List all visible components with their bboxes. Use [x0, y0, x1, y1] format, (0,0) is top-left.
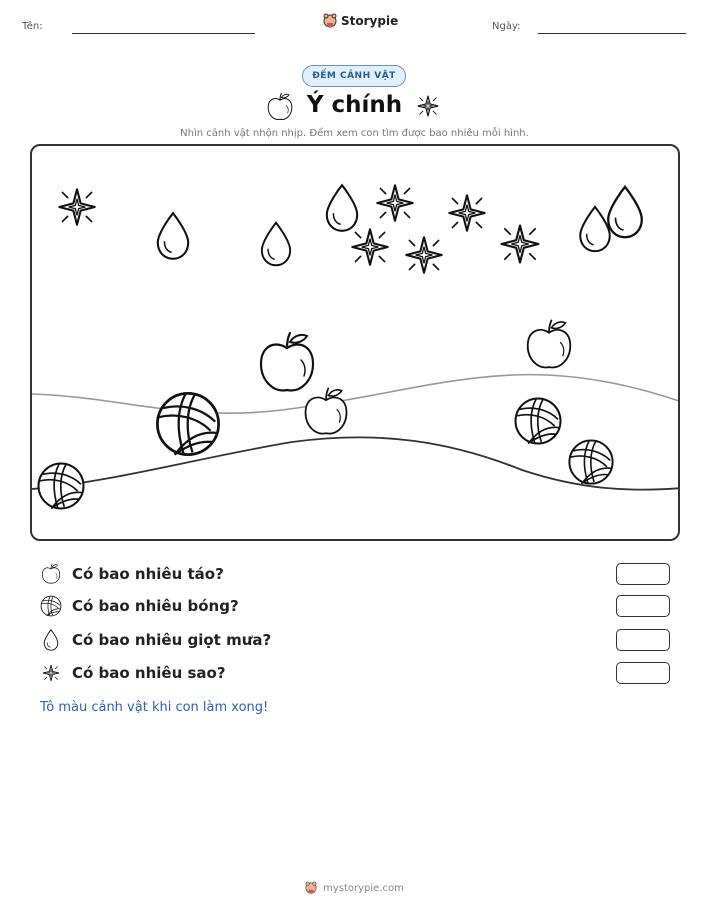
footer	[0, 881, 709, 895]
page-title: Ý chính	[306, 92, 403, 118]
back-hill-line	[32, 375, 680, 414]
question-balls	[40, 593, 670, 619]
apple-icon	[40, 563, 62, 585]
category-badge: ĐẾM CẢNH VẬT	[302, 65, 406, 87]
raindrop	[262, 223, 290, 265]
star-icon	[40, 662, 62, 684]
date-label: Ngày:	[492, 21, 521, 32]
answer-box-balls[interactable]	[616, 595, 670, 617]
raindrop	[158, 213, 188, 259]
question-text: Có bao nhiêu táo?	[72, 565, 224, 583]
instructions: Nhìn cảnh vật nhộn nhịp. Đếm xem con tìm được bao nhiêu mỗi hình.	[180, 128, 529, 139]
apple	[306, 388, 347, 433]
answer-box-raindrops[interactable]	[616, 629, 670, 651]
star	[59, 189, 94, 224]
question-text: Có bao nhiêu sao?	[72, 664, 226, 682]
brand-logo	[323, 13, 398, 29]
question-stars	[40, 660, 670, 686]
volleyball	[516, 399, 561, 444]
volleyball-icon	[40, 595, 62, 617]
raindrop-icon	[40, 629, 62, 651]
footer-url[interactable]: mystorypie.com	[323, 882, 404, 894]
answer-box-stars[interactable]	[616, 662, 670, 684]
counting-scene	[30, 144, 680, 541]
raindrop	[608, 187, 642, 237]
star	[352, 229, 387, 264]
title-star-icon	[414, 92, 442, 120]
volleyball	[157, 393, 218, 454]
date-line[interactable]	[538, 33, 686, 34]
raindrop	[580, 207, 610, 251]
star	[449, 195, 484, 230]
brand-name: Storypie	[341, 14, 399, 28]
question-raindrops	[40, 627, 670, 653]
question-apples	[40, 561, 670, 587]
volleyball	[39, 464, 84, 509]
answer-box-apples[interactable]	[616, 563, 670, 585]
question-text: Có bao nhiêu giọt mưa?	[72, 631, 272, 649]
volleyball	[569, 440, 612, 483]
name-label: Tên:	[22, 21, 43, 32]
star	[502, 226, 539, 263]
raindrop	[327, 185, 357, 231]
star	[406, 237, 441, 272]
coloring-note: Tô màu cảnh vật khi con làm xong!	[40, 700, 269, 715]
storypie-mascot-icon	[323, 13, 337, 29]
apple	[528, 320, 571, 367]
name-line[interactable]	[72, 33, 255, 34]
star	[377, 185, 412, 220]
question-text: Có bao nhiêu bóng?	[72, 597, 239, 615]
apple	[261, 333, 313, 390]
storypie-mascot-icon	[305, 881, 317, 895]
